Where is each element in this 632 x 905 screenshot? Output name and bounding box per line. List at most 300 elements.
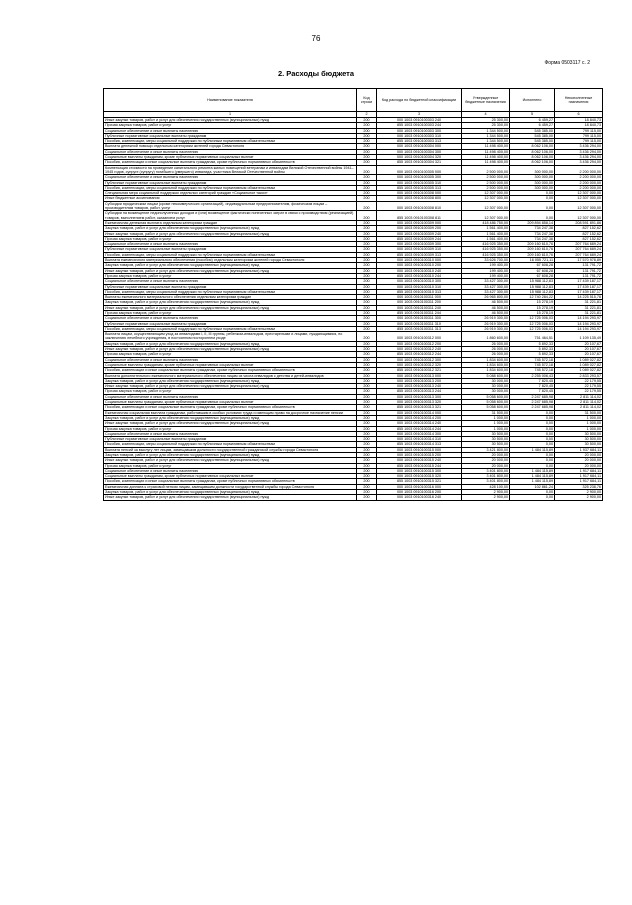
row-name: Выплата денежной помощи отдельным категориям жителей города Севастополя: [104, 144, 357, 149]
row-executed: 67 608,28: [510, 273, 555, 278]
row-approved: 5 058 600,00: [462, 400, 510, 405]
row-classification-code: 000 1003 0910100305 300: [377, 175, 462, 180]
row-executed: 745 572,18: [510, 357, 555, 362]
row-name: Специальная мера социальной поддержки отдельных категорий граждан «Социальное такси»: [104, 191, 357, 196]
expenses-table: [103, 88, 603, 501]
row-line-code: 200: [357, 310, 377, 315]
row-approved: 26 000,00: [462, 347, 510, 352]
row-name: Закупка товаров, работ и услуг для обеспечения государственных (муниципальных) нужд: [104, 490, 357, 495]
row-classification-code: 000 1003 0910100303 300: [377, 128, 462, 133]
row-approved: 5 058 600,00: [462, 405, 510, 410]
row-unexecuted: 1 089 027,82: [555, 368, 603, 373]
row-executed: 7 820,45: [510, 384, 555, 389]
row-name: Пособия, компенсации, меры социальной поддержки по публичным нормативным обязательствам: [104, 252, 357, 257]
row-unexecuted: 17 439 187,17: [555, 279, 603, 284]
row-line-code: 200: [357, 268, 377, 273]
row-approved: 20 000,00: [462, 463, 510, 468]
row-approved: 30 500,00: [462, 437, 510, 442]
row-name: Иные бюджетные ассигнования: [104, 196, 357, 201]
row-unexecuted: 20 000,00: [555, 463, 603, 468]
row-name: Прочая закупка товаров, работ и услуг: [104, 463, 357, 468]
row-line-code: 200: [357, 211, 377, 221]
row-unexecuted: 14 194 293,97: [555, 326, 603, 331]
row-classification-code: 000 1003 0910100312 000: [377, 332, 462, 342]
row-approved: 33 427 300,00: [462, 289, 510, 294]
table-row: [104, 201, 603, 211]
row-line-code: 200: [357, 357, 377, 362]
row-name: Пособия, компенсации и иные социальные выплаты гражданам, кроме публичных нормативных обязательств: [104, 368, 357, 373]
row-executed: 102 861,24: [510, 484, 555, 489]
row-line-code: 200: [357, 305, 377, 310]
row-classification-code: 000 1003 0910100304 320: [377, 155, 462, 160]
row-classification-code: 000 1003 0910100310 200: [377, 263, 462, 268]
row-line-code: 200: [357, 247, 377, 252]
row-name: Прочая закупка товаров, работ и услуг: [104, 273, 357, 278]
row-executed: 2 247 685,98: [510, 394, 555, 399]
row-unexecuted: 2 200 000,00: [555, 185, 603, 190]
row-unexecuted: 12 307 000,00: [555, 201, 603, 211]
row-approved: 11 498 400,00: [462, 155, 510, 160]
row-approved: 1 344 500,00: [462, 133, 510, 138]
row-approved: 11 498 400,00: [462, 160, 510, 165]
row-unexecuted: 325 238,76: [555, 484, 603, 489]
row-classification-code: 000 1003 0910100310 000: [377, 258, 462, 263]
row-approved: 30 500,00: [462, 442, 510, 447]
row-approved: 26 000,00: [462, 341, 510, 346]
row-unexecuted: 3 436 294,00: [555, 149, 603, 154]
row-approved: 33 427 300,00: [462, 279, 510, 284]
row-approved: 30 000,00: [462, 389, 510, 394]
row-unexecuted: 18 840,73: [555, 123, 603, 128]
row-name: Пособия, компенсации, меры социальной поддержки по публичным нормативным обязательствам: [104, 185, 357, 190]
row-approved: 1 000,00: [462, 415, 510, 420]
row-name: Прочая закупка товаров, работ и услуг: [104, 389, 357, 394]
column-index: 2: [357, 112, 377, 118]
row-classification-code: 000 1003 0910100315 200: [377, 453, 462, 458]
row-name: Компенсация стоимости на проведение капитального ремонта жилых помещений ветеранам и инвалидам Великой Отечественной войны 1941–1945 годов, супруге (супругу) погибшего (умершего) инвалида, участника Великой Отечественной войны: [104, 165, 357, 175]
row-unexecuted: 1 109 135,49: [555, 332, 603, 342]
row-approved: 1 561 400,00: [462, 226, 510, 231]
row-line-code: 200: [357, 128, 377, 133]
row-executed: 6 459,27: [510, 118, 555, 123]
row-executed: 0,00: [510, 410, 555, 415]
row-executed: 1 484 115,89: [510, 479, 555, 484]
row-name: Пособия, компенсации, меры социальной поддержки по публичным нормативным обязательствам: [104, 326, 357, 331]
row-line-code: 200: [357, 495, 377, 500]
row-line-code: 200: [357, 300, 377, 305]
row-classification-code: 855 1003 0910100303 244: [377, 123, 462, 128]
row-classification-code: 000 1003 0910100313 240: [377, 384, 462, 389]
column-index: 3: [377, 112, 462, 118]
row-name: Выплата дополнительного ежемесячного материального обеспечения лицам из числа инвалидов с детства и детей-инвалидов: [104, 373, 357, 378]
row-approved: 2 500 000,00: [462, 185, 510, 190]
row-name: Социальное обеспечение и иные выплаты населению: [104, 175, 357, 180]
row-approved: 3 421 800,00: [462, 447, 510, 452]
row-classification-code: 855 1003 0910100309 244: [377, 236, 462, 241]
row-name: Социальные выплаты гражданам, кроме публичных нормативных социальных выплат: [104, 474, 357, 479]
row-classification-code: 855 1003 0910100312 321: [377, 368, 462, 373]
row-line-code: 200: [357, 362, 377, 367]
row-unexecuted: 14 194 293,97: [555, 321, 603, 326]
row-unexecuted: 1 917 684,11: [555, 474, 603, 479]
row-executed: 15 988 112,83: [510, 289, 555, 294]
row-unexecuted: 1 089 027,82: [555, 357, 603, 362]
row-name: Публичные нормативные социальные выплаты гражданам: [104, 321, 357, 326]
row-line-code: 200: [357, 405, 377, 410]
row-line-code: 200: [357, 347, 377, 352]
row-approved: 25 300,00: [462, 123, 510, 128]
row-name: Социальное обеспечение и иные выплаты населению: [104, 242, 357, 247]
row-name: Выплата ежемесячного материального обеспечения (пособия) отдельным категориям жителей города Севастополя: [104, 258, 357, 263]
row-classification-code: 000 1003 0910100314 240: [377, 421, 462, 426]
row-executed: 5 892,33: [510, 341, 555, 346]
row-name: Пособия, компенсации и иные социальные выплаты гражданам, кроме публичных нормативных обязательств: [104, 479, 357, 484]
row-unexecuted: 1 000,00: [555, 421, 603, 426]
row-unexecuted: 20 107,67: [555, 352, 603, 357]
row-classification-code: 000 1003 0910100311 300: [377, 316, 462, 321]
row-line-code: 200: [357, 191, 377, 196]
row-name: Субсидии юридическим лицам (кроме некоммерческих организаций), индивидуальным предпринимателям, физическим лицам – производителям товаров, работ, услуг: [104, 201, 357, 211]
row-line-code: 200: [357, 273, 377, 278]
row-classification-code: 000 1003 0910100304 300: [377, 149, 462, 154]
row-classification-code: 000 1003 0910100309 310: [377, 247, 462, 252]
row-approved: 199 400,00: [462, 273, 510, 278]
row-executed: 1 484 115,89: [510, 468, 555, 473]
row-unexecuted: 207 764 689,24: [555, 242, 603, 247]
row-executed: 209 894 858,14: [510, 220, 555, 225]
row-name: Ежемесячная социальная выплата гражданам, работавшим в особых условиях труда и имеющим право на досрочное назначение пенсии: [104, 410, 357, 415]
row-name: Пособия, компенсации и иные социальные выплаты гражданам, кроме публичных нормативных обязательств: [104, 160, 357, 165]
row-unexecuted: 14 194 293,97: [555, 316, 603, 321]
row-unexecuted: 31 221,81: [555, 300, 603, 305]
row-classification-code: 000 1003 0910100309 200: [377, 226, 462, 231]
row-executed: 1 484 115,89: [510, 447, 555, 452]
row-classification-code: 855 1003 0910100309 313: [377, 252, 462, 257]
row-executed: 0,00: [510, 211, 555, 221]
row-classification-code: 000 1003 0910100316 200: [377, 490, 462, 495]
row-approved: 1 344 500,00: [462, 128, 510, 133]
row-executed: 0,00: [510, 458, 555, 463]
row-name: Социальное обеспечение и иные выплаты населению: [104, 149, 357, 154]
row-name: Закупка товаров, работ и услуг для обеспечения государственных (муниципальных) нужд: [104, 378, 357, 383]
row-line-code: 200: [357, 389, 377, 394]
row-approved: 12 307 000,00: [462, 196, 510, 201]
row-name: Выплата лицам, осуществляющим уход за инвалидами I, II, III группы, ребенком-инвалидом, престарелыми и лицами, нуждающимися, по заключению лечебного учреждения, в постоянном постороннем уходе: [104, 332, 357, 342]
row-approved: 2 500 000,00: [462, 175, 510, 180]
row-classification-code: 855 1003 0910100315 321: [377, 479, 462, 484]
row-approved: 26 919 300,00: [462, 326, 510, 331]
row-name: Иные закупки товаров, работ и услуг для обеспечения государственных (муниципальных) нужд: [104, 118, 357, 123]
row-classification-code: 000 1003 0910100311 200: [377, 300, 462, 305]
row-name: Социальное обеспечение и иные выплаты населению: [104, 357, 357, 362]
row-executed: 6 459,27: [510, 123, 555, 128]
row-line-code: 200: [357, 196, 377, 201]
row-line-code: 200: [357, 226, 377, 231]
row-executed: 5 892,33: [510, 347, 555, 352]
row-executed: 2 255 006,43: [510, 373, 555, 378]
header-approved: Утвержденные бюджетные назначения: [462, 89, 510, 112]
row-classification-code: 000 1003 0910100303 240: [377, 118, 462, 123]
header-line-code: Код строки: [357, 89, 377, 112]
row-line-code: 200: [357, 373, 377, 378]
row-unexecuted: 17 439 187,17: [555, 289, 603, 294]
row-classification-code: 000 1003 0910100316 240: [377, 495, 462, 500]
row-executed: 0,00: [510, 495, 555, 500]
row-line-code: 200: [357, 474, 377, 479]
row-executed: 5 892,33: [510, 352, 555, 357]
row-approved: 5 058 600,00: [462, 394, 510, 399]
table-body: [104, 118, 603, 501]
header-executed: Исполнено: [510, 89, 555, 112]
row-classification-code: 855 1003 0910100314 244: [377, 426, 462, 431]
row-unexecuted: 2 200 000,00: [555, 175, 603, 180]
row-line-code: 200: [357, 201, 377, 211]
row-classification-code: 000 1003 0910100308 800: [377, 196, 462, 201]
row-classification-code: 000 1003 0910100311 240: [377, 305, 462, 310]
row-executed: 12 725 006,03: [510, 316, 555, 321]
row-name: Прочая закупка товаров, работ и услуг: [104, 426, 357, 431]
row-approved: 1 561 400,00: [462, 236, 510, 241]
row-classification-code: 000 1003 0910100315 000: [377, 447, 462, 452]
row-approved: 30 000,00: [462, 378, 510, 383]
row-executed: 209 160 610,76: [510, 252, 555, 257]
row-approved: 12 307 000,00: [462, 201, 510, 211]
row-classification-code: 855 1003 0910100311 244: [377, 310, 462, 315]
row-line-code: 200: [357, 468, 377, 473]
row-executed: 1 484 115,89: [510, 474, 555, 479]
row-name: Социальное обеспечение и иные выплаты населению: [104, 468, 357, 473]
row-classification-code: 000 1003 0910100312 240: [377, 347, 462, 352]
row-unexecuted: 208 591 891,86: [555, 220, 603, 225]
row-classification-code: 855 1003 0910100314 313: [377, 442, 462, 447]
row-unexecuted: 20 107,67: [555, 341, 603, 346]
row-line-code: 200: [357, 258, 377, 263]
row-unexecuted: 799 115,00: [555, 133, 603, 138]
row-unexecuted: 1 917 684,11: [555, 468, 603, 473]
header-classification-code: Код расхода по бюджетной классификации: [377, 89, 462, 112]
header-name: Наименование показателя: [104, 89, 357, 112]
row-name: Пособия, компенсации, меры социальной поддержки по публичным нормативным обязательствам: [104, 139, 357, 144]
row-name: Прочая закупка товаров, работ и услуг: [104, 310, 357, 315]
row-name: Выплата пенсий за выслугу лет лицам, замещавшим должности государственной гражданской службы города Севастополя: [104, 447, 357, 452]
row-approved: 26 919 300,00: [462, 321, 510, 326]
row-name: Пособия, компенсации и иные социальные выплаты гражданам, кроме публичных нормативных обязательств: [104, 405, 357, 410]
row-unexecuted: 2 900,00: [555, 490, 603, 495]
row-name: Социальное обеспечение и иные выплаты населению: [104, 316, 357, 321]
row-approved: 2 900,00: [462, 490, 510, 495]
row-classification-code: 855 1003 0910100313 244: [377, 389, 462, 394]
row-executed: 545 385,00: [510, 128, 555, 133]
row-unexecuted: 30 500,00: [555, 442, 603, 447]
row-name: Социальное обеспечение и иные выплаты населению: [104, 431, 357, 436]
row-unexecuted: 1 000,00: [555, 415, 603, 420]
table-row: [104, 211, 603, 221]
row-classification-code: 855 1003 0910100308 811: [377, 211, 462, 221]
row-unexecuted: 1 000,00: [555, 426, 603, 431]
row-line-code: 200: [357, 175, 377, 180]
row-executed: 8 062 106,00: [510, 155, 555, 160]
row-line-code: 200: [357, 165, 377, 175]
row-name: Иные закупки товаров, работ и услуг для обеспечения государственных (муниципальных) нужд: [104, 421, 357, 426]
row-unexecuted: 14 225 515,78: [555, 295, 603, 300]
row-line-code: 200: [357, 442, 377, 447]
row-approved: 1 000,00: [462, 421, 510, 426]
row-unexecuted: 22 179,55: [555, 389, 603, 394]
page-number: 76: [311, 34, 321, 43]
row-approved: 3 401 800,00: [462, 474, 510, 479]
row-line-code: 200: [357, 378, 377, 383]
row-unexecuted: 2 833 293,57: [555, 373, 603, 378]
row-classification-code: 000 1003 0910100314 000: [377, 410, 462, 415]
row-executed: 734 247,38: [510, 226, 555, 231]
row-line-code: 200: [357, 447, 377, 452]
column-index: 1: [104, 112, 357, 118]
row-line-code: 200: [357, 316, 377, 321]
row-name: Иные закупки товаров, работ и услуг для обеспечения государственных (муниципальных) нужд: [104, 231, 357, 236]
row-line-code: 200: [357, 284, 377, 289]
row-unexecuted: 3 436 294,00: [555, 160, 603, 165]
row-classification-code: 000 1003 0910100314 300: [377, 431, 462, 436]
row-approved: 26 965 800,00: [462, 295, 510, 300]
row-unexecuted: 827 152,62: [555, 226, 603, 231]
row-executed: 12 725 006,03: [510, 321, 555, 326]
row-line-code: 200: [357, 289, 377, 294]
row-classification-code: 855 1003 0910100305 313: [377, 185, 462, 190]
row-line-code: 200: [357, 410, 377, 415]
row-approved: 30 000,00: [462, 384, 510, 389]
row-line-code: 200: [357, 180, 377, 185]
row-unexecuted: 22 179,55: [555, 378, 603, 383]
row-unexecuted: 20 000,00: [555, 453, 603, 458]
row-name: Прочая закупка товаров, работ и услуг: [104, 352, 357, 357]
row-line-code: 200: [357, 118, 377, 123]
row-approved: 33 427 300,00: [462, 284, 510, 289]
row-name: Социальное обеспечение и иные выплаты населению: [104, 128, 357, 133]
row-approved: 416 925 350,00: [462, 247, 510, 252]
row-line-code: 200: [357, 458, 377, 463]
row-line-code: 200: [357, 341, 377, 346]
row-executed: 0,00: [510, 431, 555, 436]
row-unexecuted: 1 089 027,82: [555, 362, 603, 367]
row-classification-code: 000 1003 0910100309 240: [377, 231, 462, 236]
row-unexecuted: 2 200 000,00: [555, 180, 603, 185]
row-line-code: 200: [357, 321, 377, 326]
row-name: Публичные нормативные социальные выплаты гражданам: [104, 284, 357, 289]
row-name: Иные закупки товаров, работ и услуг для обеспечения государственных (муниципальных) нужд: [104, 268, 357, 273]
row-classification-code: 000 1003 0910100308 000: [377, 191, 462, 196]
row-executed: 0,00: [510, 421, 555, 426]
row-executed: 209 160 610,76: [510, 242, 555, 247]
row-approved: 2 900,00: [462, 495, 510, 500]
row-classification-code: 000 1003 0910100314 310: [377, 437, 462, 442]
row-name: Социальные выплаты гражданам, кроме публичных нормативных социальных выплат: [104, 362, 357, 367]
row-approved: 428 100,00: [462, 484, 510, 489]
row-approved: 1 834 600,00: [462, 368, 510, 373]
row-classification-code: 855 1003 0910100310 313: [377, 289, 462, 294]
row-unexecuted: 3 436 294,00: [555, 144, 603, 149]
row-classification-code: 000 1003 0910100313 000: [377, 373, 462, 378]
row-unexecuted: 799 115,00: [555, 139, 603, 144]
row-unexecuted: 12 307 000,00: [555, 191, 603, 196]
row-executed: 734 247,38: [510, 236, 555, 241]
row-name: Закупка товаров, работ и услуг для обеспечения государственных (муниципальных) нужд: [104, 300, 357, 305]
row-approved: 11 498 400,00: [462, 149, 510, 154]
row-approved: 20 000,00: [462, 458, 510, 463]
row-executed: 0,00: [510, 191, 555, 196]
row-executed: 15 988 112,83: [510, 279, 555, 284]
row-classification-code: 855 1003 0910100311 313: [377, 326, 462, 331]
row-name: Иные закупки товаров, работ и услуг для обеспечения государственных (муниципальных) нужд: [104, 495, 357, 500]
row-name: Субсидии на возмещение недополученных доходов и (или) возмещение фактически понесенных затрат в связи с производством (реализацией) товаров, выполнением работ, оказанием услуг: [104, 211, 357, 221]
row-approved: 12 307 000,00: [462, 211, 510, 221]
row-line-code: 200: [357, 368, 377, 373]
row-line-code: 200: [357, 279, 377, 284]
column-index: 6: [555, 112, 603, 118]
column-index: 5: [510, 112, 555, 118]
row-unexecuted: 12 307 000,00: [555, 196, 603, 201]
row-unexecuted: 31 221,81: [555, 305, 603, 310]
row-line-code: 200: [357, 123, 377, 128]
row-classification-code: 000 1003 0910100305 310: [377, 180, 462, 185]
row-unexecuted: 207 764 689,24: [555, 252, 603, 257]
row-approved: 1 860 600,00: [462, 332, 510, 342]
table-row: [104, 495, 603, 500]
row-classification-code: 000 1003 0910100310 300: [377, 279, 462, 284]
row-line-code: 200: [357, 185, 377, 190]
row-approved: 46 500,00: [462, 300, 510, 305]
row-name: Иные закупки товаров, работ и услуг для обеспечения государственных (муниципальных) нужд: [104, 347, 357, 352]
table-header-row: [104, 89, 603, 112]
row-executed: 751 464,51: [510, 332, 555, 342]
row-unexecuted: 827 152,62: [555, 231, 603, 236]
row-executed: 8 062 106,00: [510, 149, 555, 154]
row-classification-code: 000 1003 0910100310 310: [377, 284, 462, 289]
row-executed: 8 062 106,00: [510, 144, 555, 149]
row-line-code: 200: [357, 426, 377, 431]
row-unexecuted: 17 439 187,17: [555, 284, 603, 289]
row-name: Иные закупки товаров, работ и услуг для обеспечения государственных (муниципальных) нужд: [104, 305, 357, 310]
row-executed: 545 385,00: [510, 139, 555, 144]
row-line-code: 200: [357, 242, 377, 247]
row-executed: 67 608,28: [510, 263, 555, 268]
row-line-code: 200: [357, 144, 377, 149]
row-classification-code: 000 1003 0910100312 200: [377, 341, 462, 346]
form-code: Форма 0503117 с. 2: [544, 60, 590, 66]
row-unexecuted: 131 791,72: [555, 263, 603, 268]
row-classification-code: 000 1003 0910100303 310: [377, 133, 462, 138]
row-unexecuted: 207 764 689,24: [555, 247, 603, 252]
row-unexecuted: 2 900,00: [555, 495, 603, 500]
row-unexecuted: 2 811 114,02: [555, 405, 603, 410]
row-executed: 15 278,19: [510, 310, 555, 315]
row-approved: 1 000,00: [462, 426, 510, 431]
row-name: Публичные нормативные социальные выплаты гражданам: [104, 133, 357, 138]
row-executed: 300 000,00: [510, 175, 555, 180]
row-classification-code: 000 1003 0910100313 200: [377, 378, 462, 383]
row-name: Закупка товаров, работ и услуг для обеспечения государственных (муниципальных) нужд: [104, 415, 357, 420]
row-unexecuted: 30 500,00: [555, 437, 603, 442]
row-unexecuted: 12 307 000,00: [555, 211, 603, 221]
row-approved: 46 500,00: [462, 310, 510, 315]
row-unexecuted: 2 811 114,02: [555, 400, 603, 405]
row-line-code: 200: [357, 133, 377, 138]
row-approved: 33 626 700,00: [462, 258, 510, 263]
row-unexecuted: 799 115,00: [555, 128, 603, 133]
table-row: [104, 165, 603, 175]
row-classification-code: 000 1003 0910100312 300: [377, 357, 462, 362]
row-approved: 12 307 000,00: [462, 191, 510, 196]
row-classification-code: 855 1003 0910100310 244: [377, 273, 462, 278]
